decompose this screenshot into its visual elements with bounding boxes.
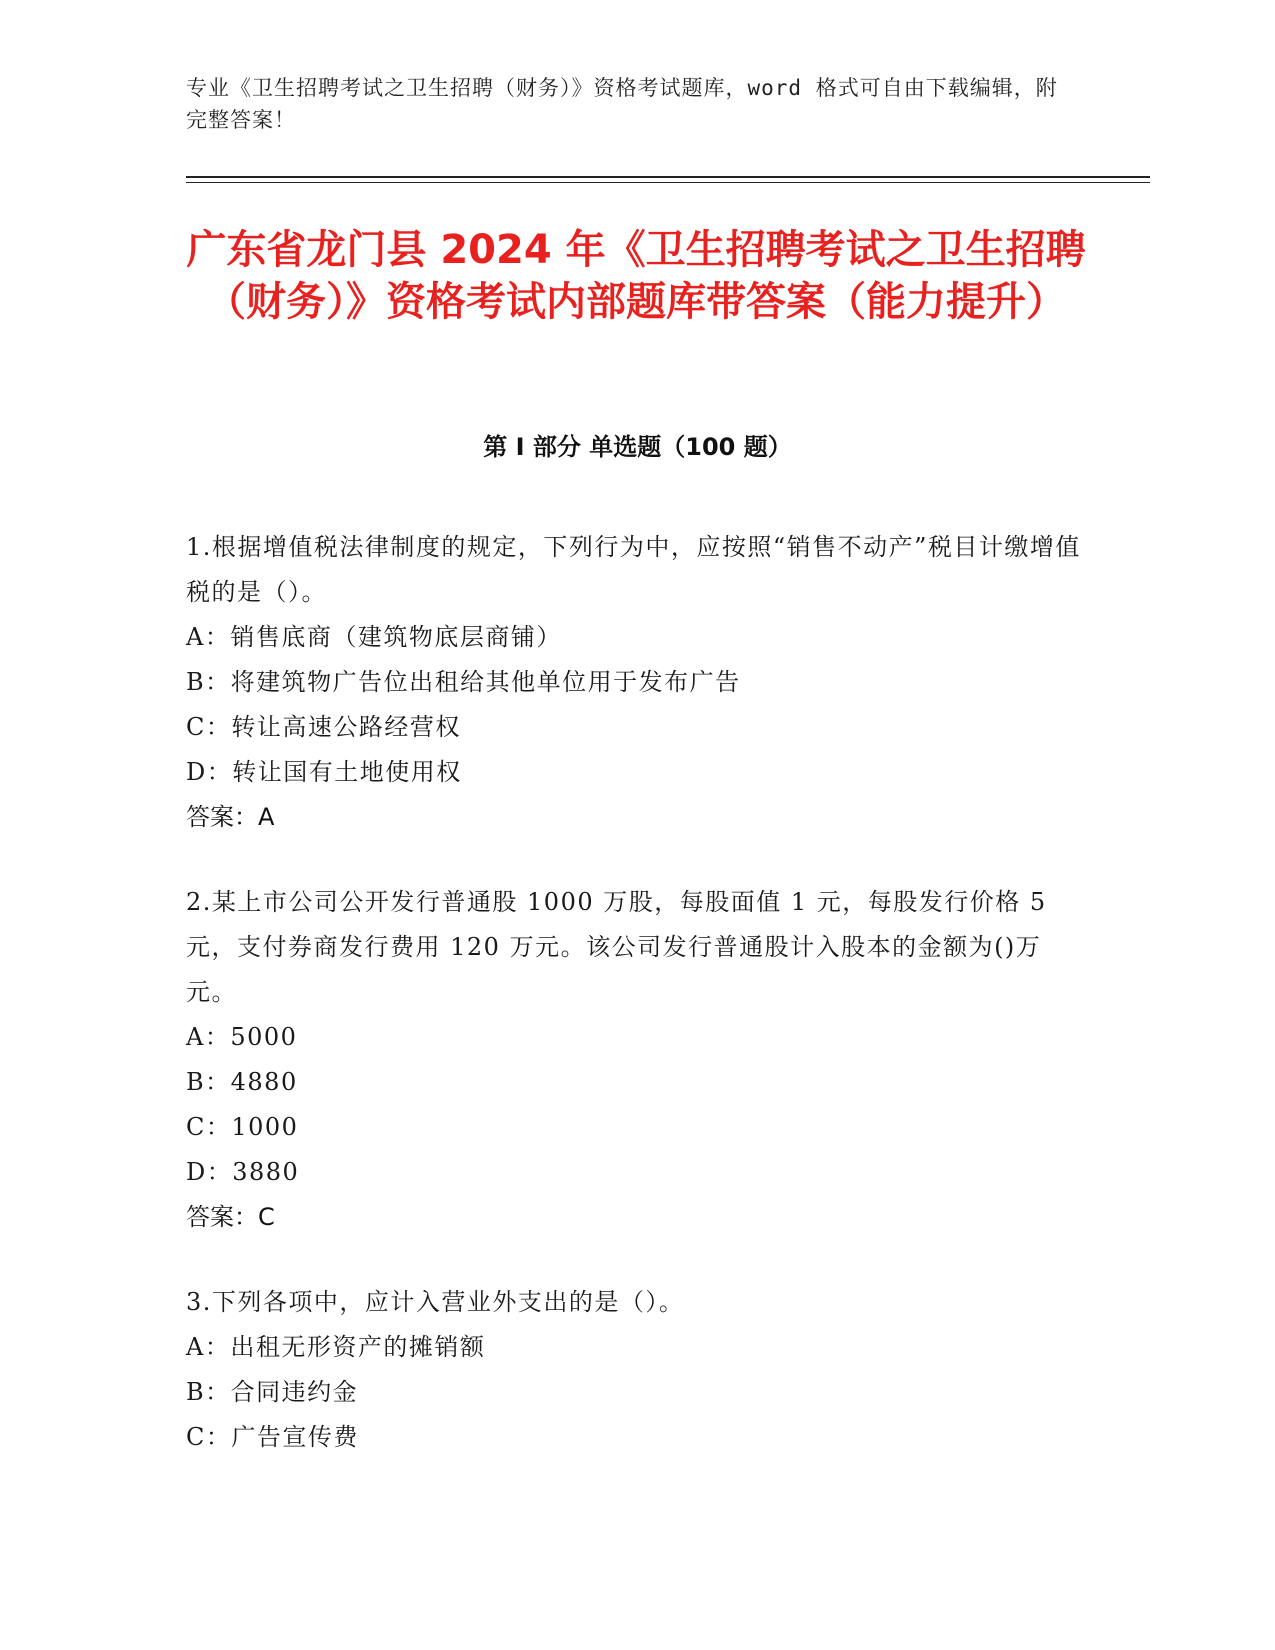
- header-divider-thin: [186, 182, 1150, 183]
- question-3: [186, 1280, 1086, 1460]
- answer-line: 答案：A: [186, 803, 275, 831]
- option-c: C：1000: [186, 1113, 299, 1141]
- option-c: C：转让高速公路经营权: [186, 713, 461, 741]
- question-2: [186, 880, 1086, 1240]
- option-b: B：4880: [186, 1068, 298, 1096]
- question-stem: 2.某上市公司公开发行普通股 1000 万股，每股面值 1 元，每股发行价格 5 元，支付券商发行费用 120 万元。该公司发行普通股计入股本的金额为()万元。: [186, 888, 1047, 1006]
- answer-line: 答案：C: [186, 1203, 275, 1231]
- option-a: A：出租无形资产的摊销额: [186, 1333, 486, 1361]
- question-stem: 1.根据增值税法律制度的规定，下列行为中，应按照“销售不动产”税目计缴增值税的是（）。: [186, 533, 1081, 606]
- option-a: A：销售底商（建筑物底层商铺）: [186, 623, 562, 651]
- option-b: B：将建筑物广告位出租给其他单位用于发布广告: [186, 668, 741, 696]
- question-list: [186, 525, 1086, 1500]
- section-title: 第 I 部分 单选题（100 题）: [483, 433, 792, 461]
- option-a: A：5000: [186, 1023, 298, 1051]
- option-c: C：广告宣传费: [186, 1423, 359, 1451]
- question-stem: 3.下列各项中，应计入营业外支出的是（）。: [186, 1288, 685, 1316]
- header-note: 专业《卫生招聘考试之卫生招聘（财务）》资格考试题库，word 格式可自由下载编辑，附完整答案！: [186, 76, 1058, 132]
- option-d: D：3880: [186, 1158, 300, 1186]
- question-1: [186, 525, 1086, 840]
- option-d: D：转让国有土地使用权: [186, 758, 462, 786]
- option-b: B：合同违约金: [186, 1378, 359, 1406]
- header-divider-thick: [186, 176, 1150, 178]
- document-title: 广东省龙门县 2024 年《卫生招聘考试之卫生招聘（财务）》资格考试内部题库带答案（能力提升）: [186, 227, 1086, 325]
